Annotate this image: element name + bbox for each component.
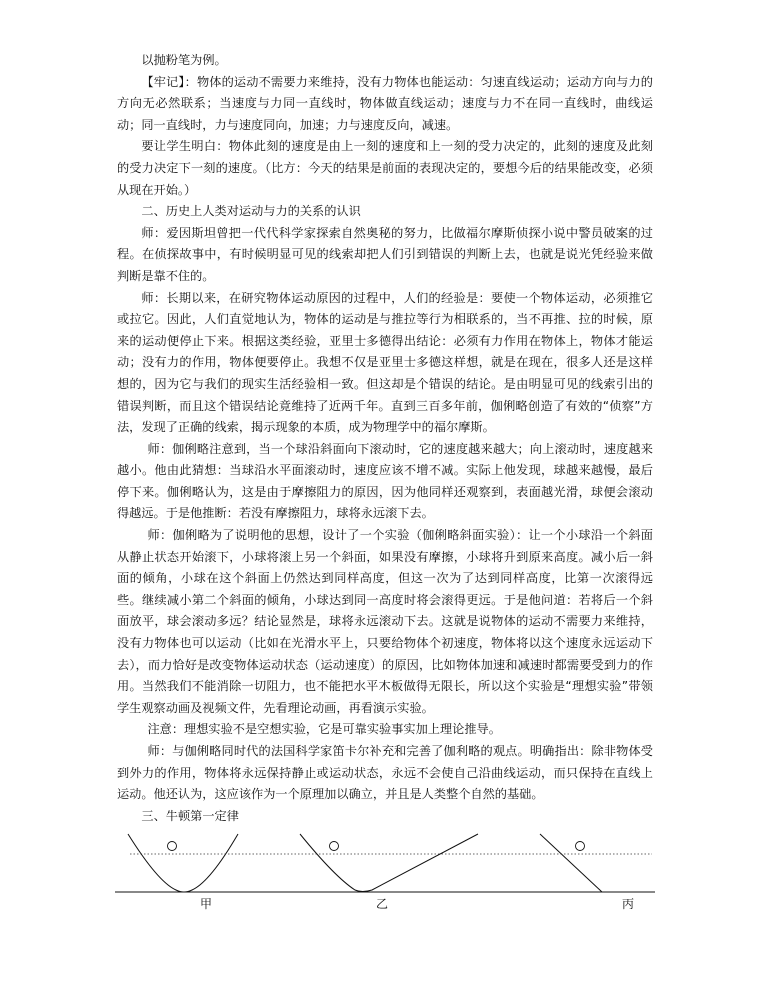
incline-experiment-figure [110, 822, 670, 922]
curve-yi [300, 834, 478, 892]
curve-bing [540, 834, 602, 892]
paragraph-students-understand: 要让学生明白：物体此刻的速度是由上一刻的速度和上一刻的受力决定的，此刻的速度及此刻的受力决定下一刻的速度。（比方：今天的结果是前面的表现决定的，要想今后的结果能改变，必须从现在开始。） [117, 139, 653, 197]
paragraph-aristotle: 师：长期以来，在研究物体运动原因的过程中，人们的经验是：要使一个物体运动，必须推它或拉它。因此，人们直觉地认为，物体的运动是与推拉等行为相联系的，当不再推、拉的时候，原来的运动便停止下来。根据这类经验，亚里士多德得出结论：必须有力作用在物体上，物体才能运动；没有力的作用，物体便要停止。我想不仅是亚里士多德这样想，就是在现在，很多人还是这样想的，因为它与我们的现实生活经验相一致。但这却是个错误的结论。是由明显可见的线索引出的错误判断，而且这个错误结论竟维持了近两千年。直到三百多年前，伽俐略创造了有效的“侦察”方法，发现了正确的线索，揭示现象的本质，成为物理学中的福尔摩斯。 [117, 290, 653, 435]
paragraph-galileo-experiment: 师：伽俐略为了说明他的思想，设计了一个实验（伽俐略斜面实验）：让一个小球沿一个斜面从静止状态开始滚下，小球将滚上另一个斜面，如果没有摩擦，小球将升到原来高度。减小后一斜面的倾角，小球在这个斜面上仍然达到同样高度，但这一次为了达到同样高度，比第一次滚得远些。继续减小第二个斜面的倾角，小球达到同一高度时将会滚得更远。于是他问道：若将后一个斜面放平，球会滚动多远？结论显然是，球将永远滚动下去。这就是说物体的运动不需要力来维持，没有力物体也可以运动（比如在光滑水平上，只要给物体个初速度，物体将以这个速度永远运动下去），而力恰好是改变物体运动状态（运动速度）的原因，比如物体加速和减速时都需要受到力的作用。当然我们不能消除一切阻力，也不能把水平木板做得无限长，所以这个实验是“理想实验”带领学生观察动画及视频文件，先看理论动画，再看演示实验。 [117, 528, 653, 715]
paragraph-einstein: 师：爱因斯坦曾把一代代科学家探索自然奥秘的努力，比做福尔摩斯侦探小说中警员破案的过程。在侦探故事中，有时候明显可见的线索却把人们引到错误的判断上去，也就是说光凭经验来做判断是靠不住的。 [117, 225, 653, 283]
label-yi: 乙 [376, 897, 389, 911]
ball-bing [576, 842, 585, 851]
label-bing: 丙 [622, 897, 635, 911]
curve-jia [128, 834, 238, 892]
paragraph-chalk-example: 以抛粉笔为例。 [141, 53, 227, 67]
body-text [117, 50, 653, 827]
section-heading-2: 二、历史上人类对运动与力的关系的认识 [141, 204, 361, 219]
ball-jia [168, 842, 177, 851]
paragraph-galileo-observation: 师：伽俐略注意到，当一个球沿斜面向下滚动时，它的速度越来越大；向上滚动时，速度越来越小。他由此猜想：当球沿水平面滚动时，速度应该不增不减。实际上他发现，球越来越慢，最后停下来。伽俐略认为，这是由于摩擦阻力的原因，因为他同样还观察到，表面越光滑，球便会滚动得越远。于是他推断：若没有摩擦阻力，球将永远滚下去。 [117, 441, 653, 521]
section-heading-3: 三、牛顿第一定律 [141, 808, 239, 823]
incline-diagram [110, 822, 670, 922]
label-jia: 甲 [200, 897, 213, 911]
paragraph-remember: 【牢记】：物体的运动不需要力来维持，没有力物体也能运动：匀速直线运动；运动方向与力的方向无必然联系；当速度与力同一直线时，物体做直线运动；速度与力不在同一直线时，曲线运动；同一直线时，力与速度同向，加速；力与速度反向，减速。 [117, 74, 653, 132]
paragraph-note: 注意：理想实验不是空想实验，它是可靠实验事实加上理论推导。 [147, 722, 501, 737]
paragraph-descartes: 师：与伽俐略同时代的法国科学家笛卡尔补充和完善了伽利略的观点。明确指出：除非物体受到外力的作用，物体将永远保持静止或运动状态，永远不会使自己沿曲线运动，而只保持在直线上运动。他还认为，这应该作为一个原理加以确立，并且是人类整个自然的基础。 [117, 744, 653, 802]
ball-yi [330, 842, 339, 851]
